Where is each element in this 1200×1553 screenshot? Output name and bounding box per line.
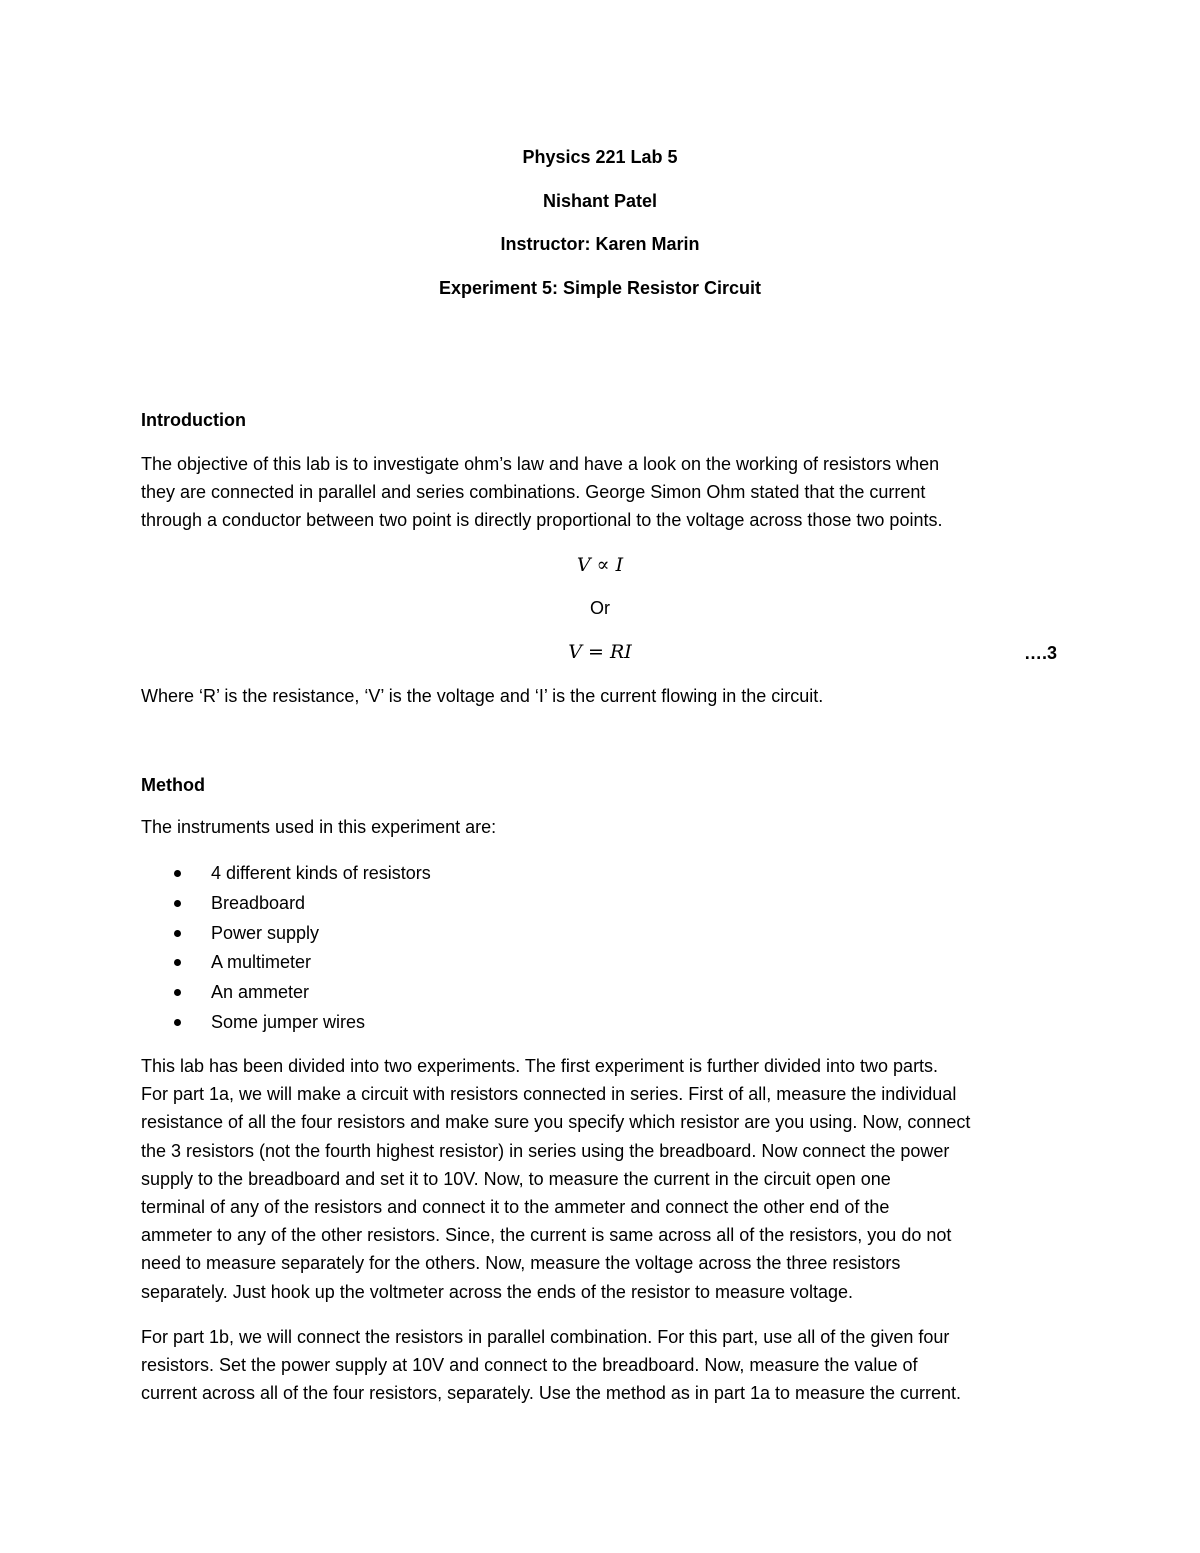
instruments-intro: The instruments used in this experiment are:: [141, 817, 497, 837]
paragraph-line: resistance of all the four resistors and make sure you specify which resistor are you using. Now, connect: [141, 1112, 971, 1133]
instruments-list: [170, 860, 431, 1039]
introduction-heading: Introduction: [141, 410, 246, 430]
paragraph-line: ammeter to any of the other resistors. Since, the current is same across all of the resistors, you do not: [141, 1225, 952, 1246]
experiment-title: Experiment 5: Simple Resistor Circuit: [438, 278, 762, 298]
course-title: Physics 221 Lab 5: [522, 147, 678, 167]
paragraph-line: the 3 resistors (not the fourth highest resistor) in series using the breadboard. Now connect the power: [141, 1140, 950, 1161]
list-item-text: Breadboard: [211, 892, 306, 913]
paragraph-line: current across all of the four resistors, separately. Use the method as in part 1a to measure the current.: [141, 1383, 962, 1404]
paragraph-line: For part 1b, we will connect the resistors in parallel combination. For this part, use all of the given four: [141, 1327, 950, 1347]
list-item-text: An ammeter: [211, 982, 310, 1003]
bullet-icon: [174, 1019, 181, 1026]
equation-or: Or: [590, 598, 610, 618]
bullet-icon: [174, 930, 181, 937]
student-name: Nishant Patel: [542, 191, 658, 211]
paragraph-line: resistors. Set the power supply at 10V and connect to the breadboard. Now, measure the value of: [141, 1355, 918, 1376]
introduction-paragraph: [141, 450, 1061, 535]
list-item-text: Power supply: [211, 922, 320, 943]
list-item: [170, 1009, 431, 1039]
introduction-line: The objective of this lab is to investigate ohm’s law and have a look on the working of resistors when: [141, 454, 940, 474]
method-paragraph-series: [141, 1052, 1061, 1306]
bullet-icon: [174, 900, 181, 907]
method-paragraph-parallel: [141, 1323, 1061, 1408]
paragraph-line: terminal of any of the resistors and connect it to the ammeter and connect the other end of the: [141, 1197, 890, 1218]
paragraph-line: separately. Just hook up the voltmeter across the ends of the resistor to measure voltage.: [141, 1281, 854, 1302]
list-item-text: A multimeter: [211, 952, 312, 973]
equation-ohms-law: V = RI: [568, 641, 632, 663]
bullet-icon: [174, 870, 181, 877]
list-item-text: 4 different kinds of resistors: [211, 863, 431, 883]
paragraph-line: need to measure separately for the others. Now, measure the voltage across the three resistors: [141, 1253, 901, 1274]
list-item-text: Some jumper wires: [211, 1011, 366, 1032]
method-heading: Method: [141, 775, 205, 795]
where-text: Where ‘R’ is the resistance, ‘V’ is the voltage and ‘I’ is the current flowing in the circuit.: [141, 686, 824, 706]
introduction-line: they are connected in parallel and series combinations. George Simon Ohm stated that the current: [141, 482, 926, 503]
paragraph-line: For part 1a, we will make a circuit with resistors connected in series. First of all, measure the individual: [141, 1084, 957, 1105]
paragraph-line: supply to the breadboard and set it to 10V. Now, to measure the current in the circuit open one: [141, 1168, 891, 1189]
equation-proportional: V ∝ I: [576, 554, 624, 576]
list-item: [170, 920, 431, 950]
paragraph-line: This lab has been divided into two experiments. The first experiment is further divided into two parts.: [141, 1056, 939, 1076]
list-item: [170, 860, 431, 890]
list-item: [170, 979, 431, 1009]
equation-number: ….3: [1023, 643, 1057, 663]
list-item: [170, 949, 431, 979]
bullet-icon: [174, 959, 181, 966]
bullet-icon: [174, 989, 181, 996]
instructor-name: Instructor: Karen Marin: [500, 234, 700, 254]
introduction-line: through a conductor between two point is directly proportional to the voltage across those two points.: [141, 510, 943, 531]
list-item: [170, 890, 431, 920]
